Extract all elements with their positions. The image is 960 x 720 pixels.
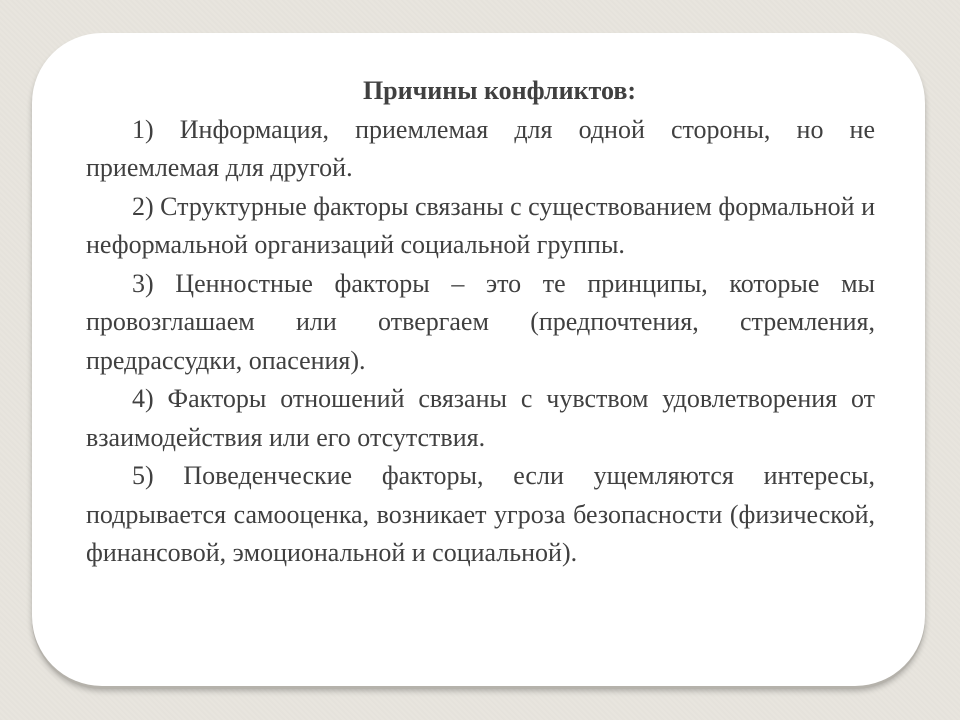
slide-content [86,72,875,573]
cause-paragraph-2: 2) Структурные факторы связаны с существованием формальной и неформальной организаций социальной группы. [86,191,875,259]
cause-paragraph-1: 1) Информация, приемлемая для одной стороны, но не приемлемая для другой. [86,114,875,182]
cause-paragraph-5: 5) Поведенческие факторы, если ущемляются интересы, подрывается самооценка, возникает угроза безопасности (физической, финансовой, эмоциональной и социальной). [86,461,875,567]
slide-title: Причины конфликтов: [362,76,637,105]
cause-paragraph-4: 4) Факторы отношений связаны с чувством удовлетворения от взаимодействия или его отсутствия. [86,384,875,452]
cause-paragraph-3: 3) Ценностные факторы – это те принципы, которые мы провозглашаем или отвергаем (предпочтения, стремления, предрассудки, опасения). [86,268,875,375]
